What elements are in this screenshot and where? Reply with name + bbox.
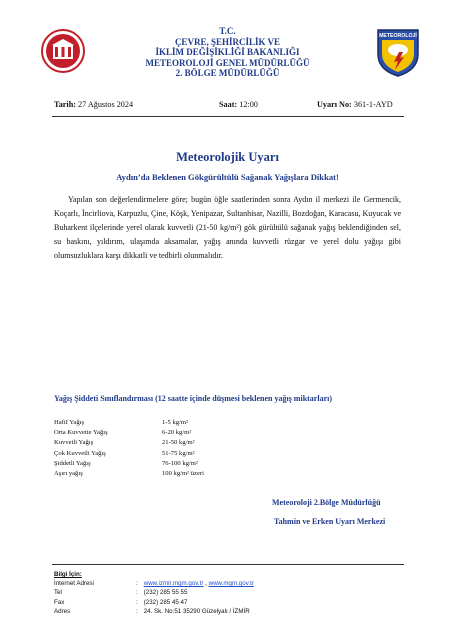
mgm-site-link[interactable]: www.mgm.gov.tr: [208, 580, 254, 588]
footer-label: Adres: [54, 607, 71, 615]
meta-divider: [52, 116, 404, 117]
warning-number-value: 361-1-AYD: [353, 100, 393, 109]
intensity-value: 76-100 kg/m²: [162, 459, 198, 467]
footer-heading: Bilgi İçin:: [54, 571, 82, 578]
warning-title: Meteorolojik Uyarı: [176, 150, 279, 164]
intensity-name: Şiddetli Yağış: [54, 459, 91, 467]
fax-value: (232) 285 45 47: [143, 598, 188, 606]
intensity-name: Çok Kuvvetli Yağış: [54, 449, 106, 457]
signature-center: Tahmin ve Erken Uyarı Merkezi: [274, 517, 386, 526]
header-line-2: ÇEVRE, ŞEHİRCİLİK VE: [174, 36, 281, 47]
warning-body: Yapılan son değerlendirmelere göre; bugün öğle saatlerinden sonra Aydın il merkezi ile Germencik, Koçarlı, İncirliova, Karpuzlu, Çine, Köşk, Yenipazar, Sultanhisar, Nazilli, Bozdoğan, Karacasu, Kuyucak ve Buharkent ilçelerinde yerel olarak kuvvetli (21-50 kg/m²) gök gürültülü sağanak yağış beklendiğinden sel, su baskını, yıldırım, ulaşımda aksamalar, yağış anında kuvvetli rüzgar ve yerel dolu yağışı gibi olumsuzluklara karşı dikkatli ve tedbirli olunmalıdır.: [54, 195, 401, 260]
date-value: 27 Ağustos 2024: [78, 100, 134, 109]
logo-text: METEOROLOJİ: [379, 33, 417, 39]
meteorology-logo-icon: [374, 26, 422, 78]
footer-row-tel: Tel : (232) 285 55 55: [54, 589, 188, 597]
warning-number-label: Uyarı No:: [317, 100, 352, 109]
intensity-name: Aşırı yağış: [54, 470, 83, 478]
signature-office: Meteoroloji 2.Bölge Müdürlüğü: [272, 498, 381, 507]
ministry-emblem-icon: [40, 28, 86, 74]
intensity-name: Kuvvetli Yağış: [54, 439, 94, 447]
warning-subtitle: Aydın’da Beklenen Gökgürültülü Sağanak Yağışlara Dikkat!: [116, 172, 339, 182]
header-line-3: İKLİM DEĞİŞİKLİĞİ BAKANLIĞI: [155, 47, 300, 58]
footer-contact: [54, 570, 254, 616]
intensity-value: 1-5 kg/m²: [162, 419, 188, 426]
intensity-value: 21-50 kg/m²: [162, 439, 195, 447]
table-row: [54, 428, 204, 438]
time-field: [219, 100, 258, 109]
time-label: Saat:: [219, 100, 238, 109]
date-field: [54, 100, 133, 109]
classification-table: [54, 418, 204, 479]
table-row: [54, 418, 204, 428]
footer-label: İnternet Adresi: [54, 580, 94, 588]
table-row: [54, 459, 204, 469]
table-row: [54, 469, 204, 479]
footer-row-address: Adres : 24. Sk. No:51 35290 Güzelyalı / İZMİR: [54, 607, 250, 615]
table-row: [54, 438, 204, 448]
intensity-value: 51-75 kg/m²: [162, 449, 195, 457]
header-line-4: METEOROLOJİ GENEL MÜDÜRLÜĞÜ: [145, 57, 310, 68]
phone-value: (232) 285 55 55: [143, 589, 188, 597]
izmir-site-link[interactable]: www.izmir.mgm.gov.tr: [143, 580, 204, 588]
header-line-5: 2. BÖLGE MÜDÜRLÜĞÜ: [175, 68, 280, 79]
warning-number-field: [317, 100, 393, 109]
intensity-name: Hafif Yağış: [54, 419, 85, 426]
footer-row-web: İnternet Adresi : www.izmir.mgm.gov.tr , www.mgm.gov.tr: [54, 580, 254, 588]
time-value: 12:00: [239, 100, 258, 109]
classification-title: Yağış Şiddeti Sınıflandırması (12 saatte içinde düşmesi beklenen yağış miktarları): [54, 394, 333, 403]
header-line-1: T.C.: [219, 26, 236, 36]
footer-label: Tel: [54, 589, 62, 597]
footer-row-fax: Fax : (232) 285 45 47: [54, 598, 188, 606]
intensity-value: 6-20 kg/m²: [162, 429, 192, 437]
address-value: 24. Sk. No:51 35290 Güzelyalı / İZMİR: [143, 607, 250, 615]
table-row: [54, 449, 204, 459]
document-header: [90, 26, 365, 79]
footer-label: Fax: [54, 598, 65, 606]
intensity-value: 100 kg/m² üzeri: [162, 470, 204, 478]
footer-divider: [52, 564, 404, 565]
intensity-name: Orta Kuvvette Yağış: [54, 429, 108, 437]
date-label: Tarih:: [54, 100, 76, 109]
